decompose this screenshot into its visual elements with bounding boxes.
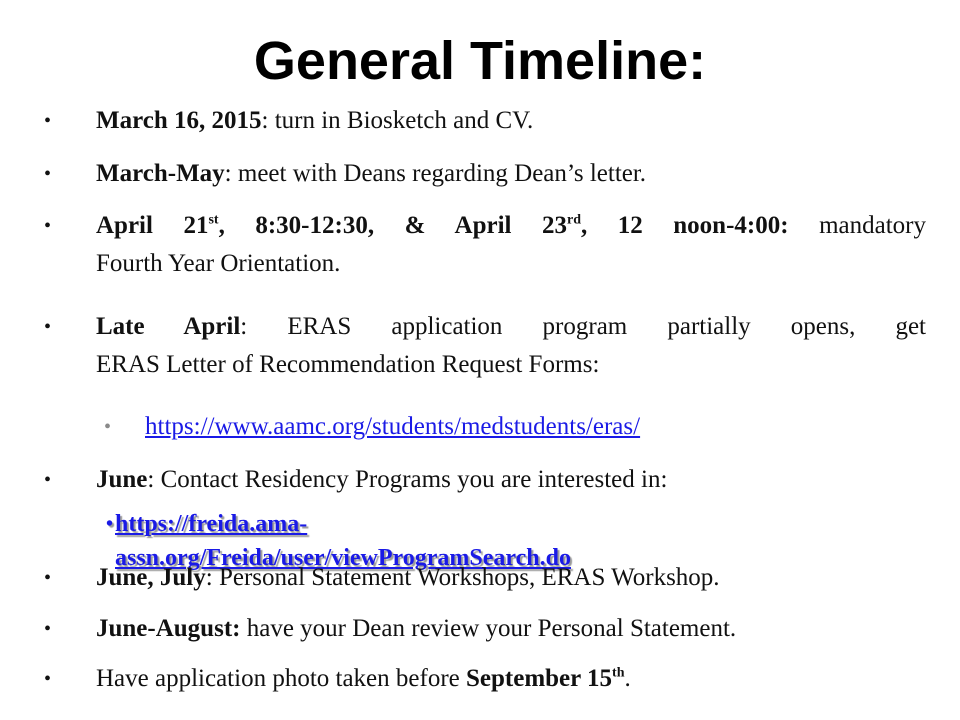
item-desc: : Contact Residency Programs you are interested in:: [147, 466, 668, 493]
item-text: Have application photo taken before September 15th.: [96, 665, 631, 692]
item-text: [96, 310, 926, 382]
item-date: June: [96, 466, 148, 493]
item-desc: : Personal Statement Workshops, ERAS Workshop.: [205, 564, 720, 591]
freida-program-search-link[interactable]: https://freida.ama-assn.org/Freida/user/viewProgramSearch.do: [115, 511, 571, 571]
item-date: June, July: [96, 564, 206, 591]
bullet-icon: •: [44, 110, 52, 132]
item-line-1: [96, 209, 926, 243]
aamc-eras-link[interactable]: https://www.aamc.org/students/medstudents/eras/: [145, 413, 641, 440]
bullet-icon: •: [44, 469, 52, 491]
item-text: [96, 561, 926, 595]
item-text: [96, 612, 926, 646]
item-date: March-May: [96, 160, 225, 187]
item-desc: Have application photo taken before: [96, 665, 466, 692]
bullet-icon: •: [106, 513, 114, 535]
item-date: April 21st, 8:30-12:30, & April 23rd, 12 noon-4:00:: [96, 212, 789, 239]
item-date: Late April: [96, 313, 241, 340]
item-desc: : ERAS application program partially opens, get: [240, 313, 926, 340]
item-desc: have your Dean review your Personal Statement.: [240, 615, 737, 642]
item-date: June-August:: [96, 615, 241, 642]
item-text: [96, 209, 926, 281]
item-date: September 15th: [466, 665, 625, 692]
bullet-icon: •: [104, 416, 112, 438]
bullet-icon: •: [44, 163, 52, 185]
bullet-icon: •: [44, 215, 52, 237]
bullet-icon: •: [44, 567, 52, 589]
item-date: March 16, 2015: [96, 107, 262, 134]
bullet-icon: •: [44, 618, 52, 640]
bullet-icon: •: [44, 668, 52, 690]
item-desc: mandatory: [788, 212, 926, 239]
item-text: [96, 104, 926, 138]
slide-title: General Timeline:: [253, 31, 707, 91]
bullet-icon: •: [44, 316, 52, 338]
item-line-2: Fourth Year Orientation.: [96, 250, 341, 277]
item-desc: : turn in Biosketch and CV.: [261, 107, 534, 134]
item-line-1: [96, 310, 926, 344]
item-line-2: ERAS Letter of Recommendation Request Forms:: [96, 351, 600, 378]
item-text: [96, 463, 926, 497]
item-desc: : meet with Deans regarding Dean’s letter.: [224, 160, 647, 187]
item-text: [96, 157, 926, 191]
